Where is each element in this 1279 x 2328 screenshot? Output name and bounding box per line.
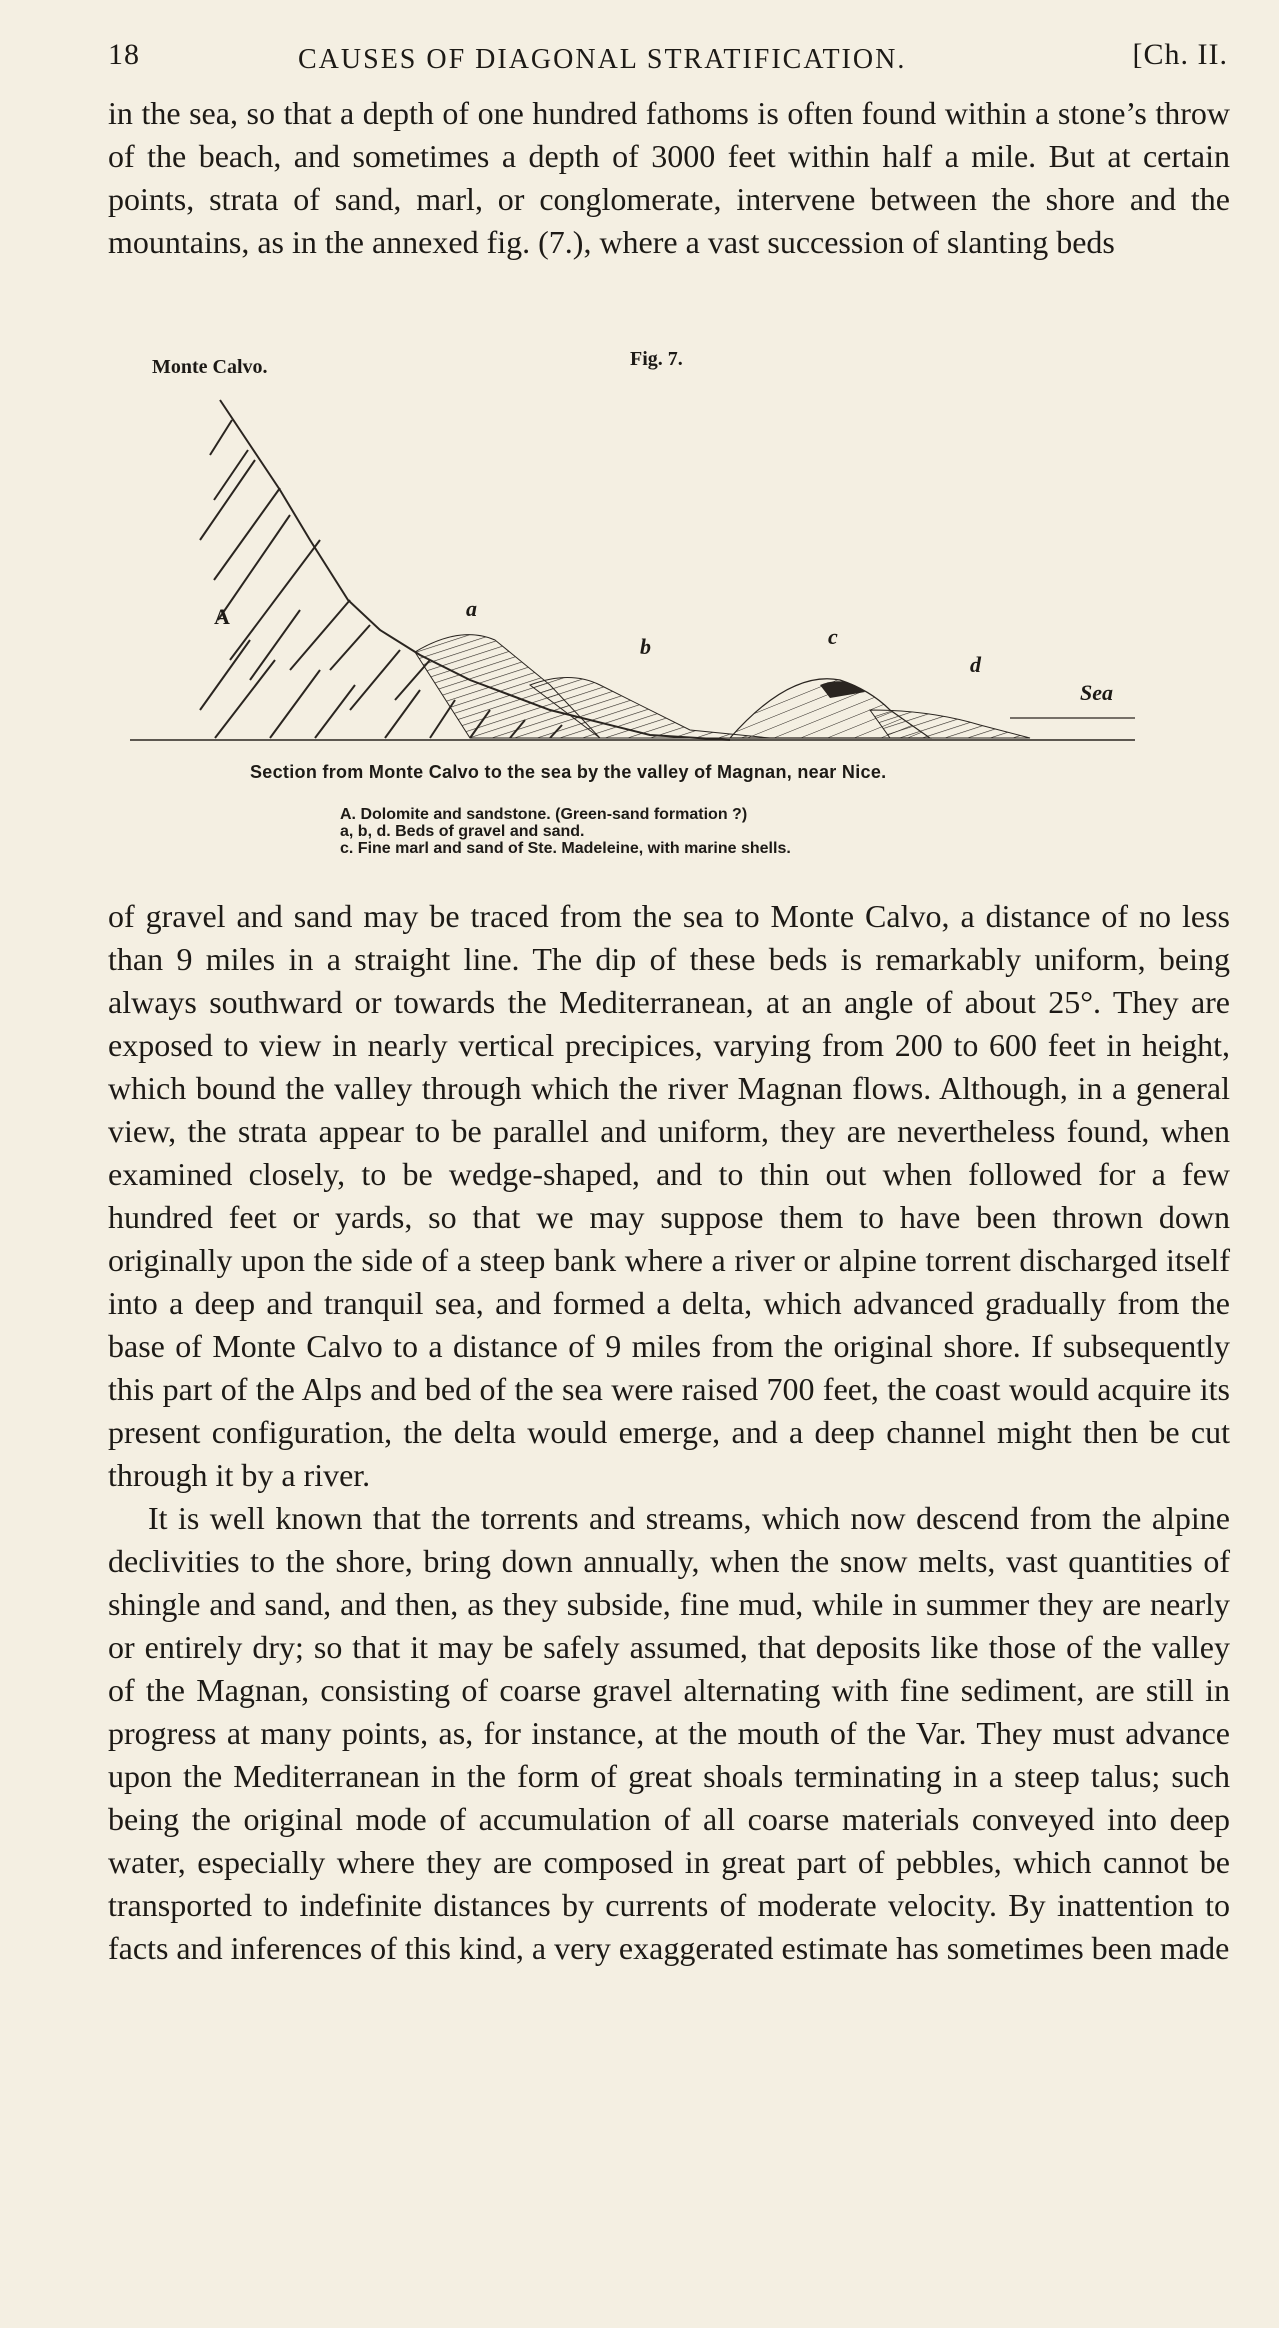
label-sea: Sea (1080, 680, 1113, 705)
geological-section-diagram (130, 340, 1140, 760)
legend-item: c. Fine marl and sand of Ste. Madeleine, with marine shells. (340, 840, 791, 857)
figure-7 (130, 340, 1140, 782)
paragraph-top-text: in the sea, so that a depth of one hundred fathoms is often found within a stone’s throw of the beach, and sometimes a depth of 3000 feet within half a mile. But at certain points, strata of sand, marl, or conglomerate, intervene between the shore and the mountains, as in the annexed fig. (7.), where a vast succession of slanting beds (108, 95, 1230, 260)
label-b: b (640, 634, 651, 659)
paragraph-second-text: It is well known that the torrents and streams, which now descend from the alpine declivities to the shore, bring down annually, when the snow melts, vast quantities of shingle and sand, and then, as they subside, fine mud, while in summer they are nearly or entirely dry; so that it may be safely assumed, that deposits like those of the valley of the Magnan, consisting of coarse gravel alternating with fine sediment, are still in progress at many points, as, for instance, at the mouth of the Var. They must advance upon the Mediterranean in the form of great shoals terminating in a steep talus; such being the original mode of accumulation of all coarse materials conveyed into deep water, especially where they are composed in great part of pebbles, which cannot be transported to indefinite distances by currents of moderate velocity. By inattention to facts and inferences of this kind, a very exaggerated estimate has sometimes been made (108, 1500, 1230, 1966)
label-a: a (466, 596, 477, 621)
figure-legend (340, 806, 791, 857)
page-number: 18 (108, 38, 140, 71)
bed-d (870, 710, 1030, 738)
label-d: d (970, 652, 981, 677)
paragraph-continued-text: of gravel and sand may be traced from the sea to Monte Calvo, a distance of no less than 9 miles in a straight line. The dip of these beds is remarkably uniform, being always southward or towards the Mediterranean, at an angle of about 25°. They are exposed to view in nearly vertical precipices, varying from 200 to 600 feet in height, which bound the valley through which the river Magnan flows. Although, in a general view, the strata appear to be parallel and uniform, they are nevertheless found, when examined closely, to be wedge-shaped, and to thin out when followed for a few hundred feet or yards, so that we may suppose them to have been thrown down originally upon the side of a steep bank where a river or alpine torrent discharged itself into a deep and tranquil sea, and formed a delta, which advanced gradually from the base of Monte Calvo to a distance of 9 miles from the original shore. If subsequently this part of the Alps and bed of the sea were raised 700 feet, the coast would acquire its present configuration, the delta would emerge, and a deep channel might then be cut through it by a river. (108, 898, 1230, 1493)
place-label: Monte Calvo. (152, 356, 268, 378)
running-title: CAUSES OF DIAGONAL STRATIFICATION. (298, 44, 907, 75)
paragraph-main (108, 895, 1230, 1970)
paragraph-top (108, 92, 1230, 264)
legend-item: a, b, d. Beds of gravel and sand. (340, 823, 585, 840)
figure-caption: Section from Monte Calvo to the sea by the valley of Magnan, near Nice. (250, 762, 887, 782)
label-A: A (214, 604, 230, 629)
label-c: c (828, 624, 838, 649)
legend-item: A. Dolomite and sandstone. (Green-sand formation ?) (340, 806, 748, 823)
figure-label: Fig. 7. (630, 348, 683, 370)
running-head (108, 38, 1238, 78)
chapter-marker: [Ch. II. (1132, 38, 1228, 71)
